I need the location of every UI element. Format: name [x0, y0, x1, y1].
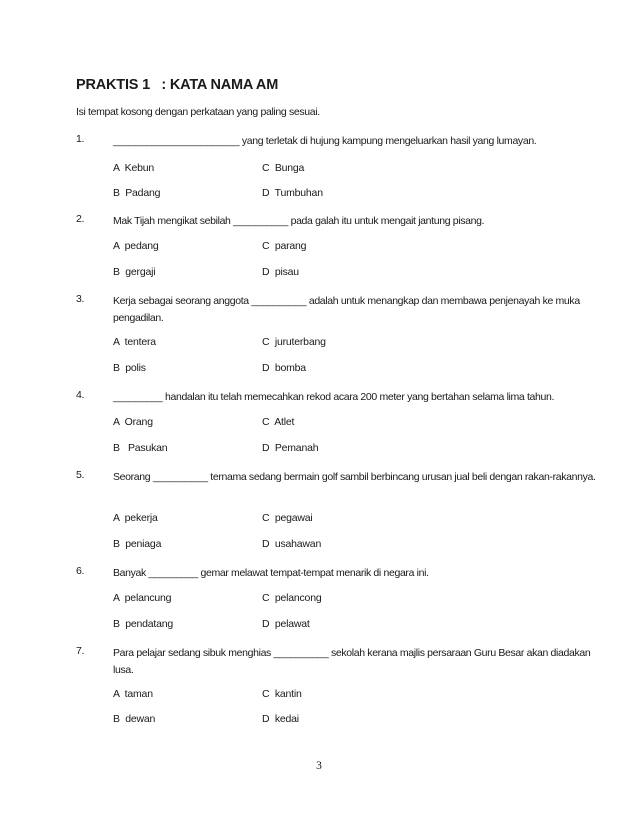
- option-b: B gergaji: [113, 266, 156, 278]
- question-stem: Para pelajar sedang sibuk menghias __________ sekolah kerana majlis persaraan Guru Besar akan diadakan lusa.: [113, 647, 591, 676]
- option-a: A Orang: [113, 416, 153, 428]
- option-d: D Tumbuhan: [262, 187, 323, 199]
- option-b: B dewan: [113, 713, 156, 725]
- question-stem: _________ handalan itu telah memecahkan rekod acara 200 meter yang bertahan selama lima tahun.: [113, 391, 555, 403]
- option-b: B Pasukan: [113, 442, 168, 454]
- option-b: B polis: [113, 362, 146, 374]
- option-d: D pisau: [262, 266, 299, 278]
- option-c: C pegawai: [262, 512, 313, 524]
- question-number: 1.: [76, 133, 85, 145]
- option-b: B peniaga: [113, 538, 162, 550]
- option-d: D usahawan: [262, 538, 322, 550]
- option-b: B Padang: [113, 187, 161, 199]
- instruction-text: Isi tempat kosong dengan perkataan yang paling sesuai.: [76, 106, 320, 118]
- question-number: 4.: [76, 389, 85, 401]
- page-number: 3: [316, 760, 322, 772]
- option-d: D pelawat: [262, 618, 310, 630]
- question-number: 3.: [76, 293, 85, 305]
- page-title: PRAKTIS 1 : KATA NAMA AM: [76, 77, 279, 93]
- option-c: C parang: [262, 240, 307, 252]
- option-a: A pekerja: [113, 512, 158, 524]
- option-c: C pelancong: [262, 592, 322, 604]
- option-b: B pendatang: [113, 618, 174, 630]
- question-number: 5.: [76, 469, 85, 481]
- question-stem: Mak Tijah mengikat sebilah __________ pada galah itu untuk mengait jantung pisang.: [113, 215, 485, 227]
- question-stem: Seorang __________ ternama sedang bermain golf sambil berbincang urusan jual beli dengan rakan-rakannya.: [113, 471, 596, 483]
- option-c: C Bunga: [262, 162, 305, 174]
- question-number: 2.: [76, 213, 85, 225]
- question-stem: _______________________ yang terletak di hujung kampung mengeluarkan hasil yang lumayan.: [113, 135, 537, 147]
- option-c: C kantin: [262, 688, 302, 700]
- question-stem: Banyak _________ gemar melawat tempat-tempat menarik di negara ini.: [113, 567, 429, 579]
- option-c: C juruterbang: [262, 336, 326, 348]
- option-a: A tentera: [113, 336, 156, 348]
- option-d: D Pemanah: [262, 442, 319, 454]
- option-a: A pelancung: [113, 592, 172, 604]
- option-a: A taman: [113, 688, 153, 700]
- option-c: C Atlet: [262, 416, 295, 428]
- option-d: D bomba: [262, 362, 306, 374]
- question-stem: Kerja sebagai seorang anggota __________ adalah untuk menangkap dan membawa penjenayah ke muka pengadilan.: [113, 295, 580, 324]
- question-number: 6.: [76, 565, 85, 577]
- option-a: A Kebun: [113, 162, 155, 174]
- option-a: A pedang: [113, 240, 159, 252]
- option-d: D kedai: [262, 713, 299, 725]
- question-number: 7.: [76, 645, 85, 657]
